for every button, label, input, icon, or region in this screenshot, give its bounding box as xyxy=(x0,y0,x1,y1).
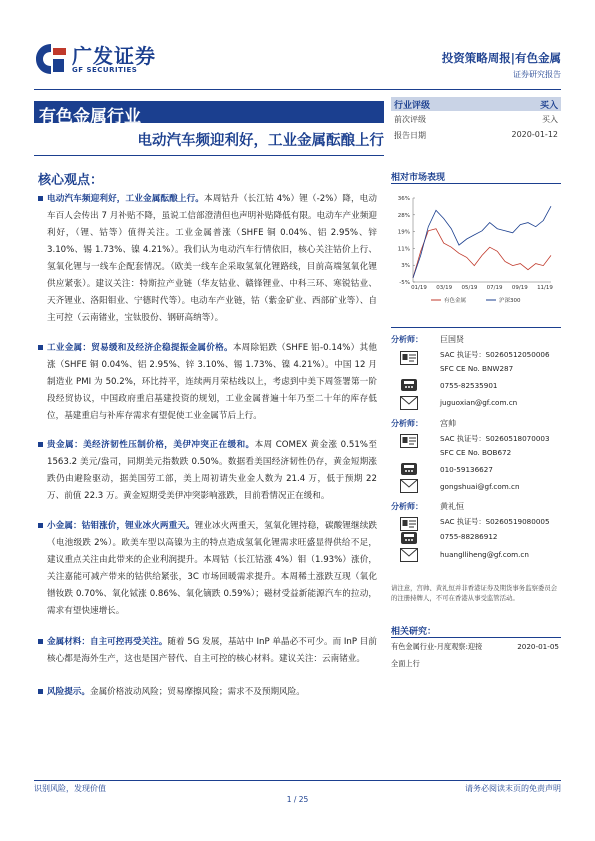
bullet-heading: 工业金属：贸易缓和及经济企稳提振金属价格。 xyxy=(47,343,233,353)
logo-text-cn: 广发证券 xyxy=(72,44,156,68)
analyst-2-email: gongshuai@gf.com.cn xyxy=(440,482,520,491)
analyst-disclaimer: 请注意，宫帅、黄礼恒并非香港证券及期货事务监察委员会的注册持牌人，不可在香港从事受监管活动。 xyxy=(391,584,558,602)
bullet-heading: 小金属：钴钼涨价，锂业冰火两重天。 xyxy=(47,521,195,531)
analyst-1-id-card-icon xyxy=(400,350,418,369)
bullet-heading: 风险提示。 xyxy=(47,687,90,697)
bullet-marker xyxy=(38,442,43,447)
bullet-text: 随着 5G 发展，基站中 InP 单晶必不可少。而 InP 目前核心都是海外生产，这也是国产替代、自主可控的核心材料。建议关注：云南锗业。 xyxy=(47,637,377,664)
bullet-minor-metals xyxy=(47,518,377,620)
analyst-2-sfc: SFC CE No. BOB672 xyxy=(440,448,512,457)
analyst-1-sfc: SFC CE No. BNW287 xyxy=(440,364,514,373)
bullet-text: 本周钴升（长江钴 4%）锂（-2%）降，电动车百人会传出 7 月补贴不降，虽说工信部澄清但也声明补贴降低有限。电动车产业频迎利好，（锂、钴等）值得关注。工业金属普涨（SHFE 铜 0.04%、铝 2.95%、锌 3.10%、锡 1.73%、镍 4.21%）。我们认为电动汽车行情依旧，核心关注钴价上行、氢氧化锂与一线车企配套情况。（欧美一线车企采取氢氧化锂路线，目前高端氢氧化锂供应紧张）。建议关注：特斯拉产业链（华友钴业、赣锋锂业、中科三环、寒锐钴业、天齐锂业、洛阳钼业、宁德时代等）。电动车产业链，钴（紫金矿业、西部矿业等）、自主可控（云南锗业，宝钛股份、钢研高纳等）。 xyxy=(47,194,377,323)
bullet-heading: 贵金属：美经济韧性压制价格，美伊冲突正在缓和。 xyxy=(47,440,255,450)
rating-header xyxy=(391,97,561,111)
x-tick-label: 05/19 xyxy=(461,285,478,291)
analysts-divider xyxy=(391,327,561,328)
x-tick-label: 03/19 xyxy=(436,285,453,291)
bullet-marker xyxy=(38,639,43,644)
analyst-2-label: 分析师： xyxy=(391,419,423,428)
footer-disclaimer-notice: 请务必阅读末页的免责声明 xyxy=(465,784,561,793)
legend-label: 有色金属 xyxy=(444,298,467,304)
analyst-2-phone: 010-59136627 xyxy=(440,465,493,474)
rating-label: 行业评级 xyxy=(394,101,431,111)
rating-box xyxy=(391,97,561,143)
key-points-title: 核心观点： xyxy=(38,173,104,188)
report-date-value: 2020-01-12 xyxy=(511,130,558,139)
x-tick-label: 07/19 xyxy=(486,285,503,291)
analyst-2-id-card-icon xyxy=(400,433,418,452)
bullet-risk xyxy=(47,684,377,701)
page-number: 1 / 25 xyxy=(286,795,309,804)
performance-chart xyxy=(391,190,561,319)
performance-divider xyxy=(391,183,561,184)
industry-title: 有色金属行业 xyxy=(39,107,141,127)
series-line-1 xyxy=(413,206,551,278)
analyst-3-sac: SAC 执证号：S0260519080005 xyxy=(440,517,550,526)
bullet-marker xyxy=(38,523,43,528)
footer-slogan: 识别风险，发现价值 xyxy=(34,784,106,793)
previous-rating-row xyxy=(391,111,561,127)
report-headline: 电动汽车频迎利好，工业金属酝酿上行 xyxy=(137,133,384,149)
bullet-heading: 金属材料：自主可控再受关注。 xyxy=(47,637,168,647)
analyst-1-name: 巨国贤 xyxy=(440,335,464,344)
bullet-marker xyxy=(38,689,43,694)
analyst-2-sac: SAC 执证号：S0260518070003 xyxy=(440,434,550,443)
x-tick-label: 11/19 xyxy=(537,285,553,291)
logo-mark-icon xyxy=(34,42,68,76)
performance-chart-svg xyxy=(391,190,561,315)
series-line-0 xyxy=(413,229,551,278)
analyst-3-email-icon xyxy=(400,547,418,566)
related-research-title: 相关研究： xyxy=(391,627,437,637)
bullet-text: 金属价格波动风险；贸易摩擦风险；需求不及预期风险。 xyxy=(89,687,305,697)
bullet-industrial-metals xyxy=(47,340,377,425)
performance-title: 相对市场表现 xyxy=(391,173,446,183)
report-department: 证券研究报告 xyxy=(513,70,561,79)
related-divider xyxy=(391,637,561,638)
analyst-3-email: huanglliheng@gf.com.cn xyxy=(440,550,529,559)
bullet-text: 本周 COMEX 黄金涨 0.51%至 1563.2 美元/盎司，同期美元指数跌 0.50%。数据看美国经济韧性仍存，黄金短期涨跌仍由避险驱动，据美国劳工部，美上周初请失业金人数为 21.4 万，低于预期 22 万、前值 22.3 万。黄金短期受美伊冲突影响涨跌，目前看情况正在缓和。 xyxy=(47,440,377,501)
x-tick-label: 09/19 xyxy=(511,285,528,291)
analyst-1-label: 分析师： xyxy=(391,335,423,344)
report-date-row xyxy=(391,127,561,143)
company-logo xyxy=(34,40,159,80)
analyst-1-phone: 0755-82535901 xyxy=(440,381,498,390)
y-tick-label: 3% xyxy=(401,263,410,270)
related-research-item[interactable] xyxy=(391,642,561,652)
analyst-3-label: 分析师： xyxy=(391,502,423,511)
bullet-ev-positive xyxy=(47,191,377,327)
report-date-label: 报告日期 xyxy=(394,131,426,140)
bullet-marker xyxy=(38,345,43,350)
y-tick-label: 19% xyxy=(397,229,410,236)
industry-banner xyxy=(34,101,384,127)
title-divider xyxy=(34,155,384,156)
analyst-3-name: 黄礼恒 xyxy=(440,502,464,511)
bullet-precious-metals xyxy=(47,437,377,505)
analyst-1-sac: SAC 执证号：S0260512050006 xyxy=(440,350,550,359)
related-research-item-date: 2020-01-05 xyxy=(517,642,559,651)
report-type: 投资策略周报|有色金属 xyxy=(441,51,561,65)
footer-divider xyxy=(34,780,561,781)
rating-value: 买入 xyxy=(539,101,558,111)
y-tick-label: 36% xyxy=(397,196,410,202)
analyst-1-phone-icon xyxy=(400,377,418,396)
y-tick-label: 11% xyxy=(397,246,410,253)
legend-label: 沪深300 xyxy=(499,298,521,304)
analyst-3-phone: 0755-88286912 xyxy=(440,532,498,541)
bullet-marker xyxy=(38,196,43,201)
header-divider xyxy=(34,89,561,90)
header-right xyxy=(442,50,561,80)
logo-text-en: GF SECURITIES xyxy=(72,66,138,74)
analyst-2-name: 宫帅 xyxy=(440,419,456,428)
analyst-1-email-icon xyxy=(400,395,418,414)
y-tick-label: 28% xyxy=(397,212,410,219)
bullet-metal-materials xyxy=(47,634,377,668)
previous-rating-label: 前次评级 xyxy=(394,115,426,124)
analyst-1-email: juguoxian@gf.com.cn xyxy=(440,398,518,407)
previous-rating-value: 买入 xyxy=(542,115,558,124)
analyst-2-email-icon xyxy=(400,478,418,497)
bullet-text: 本周除铝跌（SHFE 铝-0.14%）其他涨（SHFE 铜 0.04%、铝 2.95%、锌 3.10%、锡 1.73%、镍 4.21%）。中国 12 月制造业 PMI 为 50.2%，环比持平，连续两月荣枯线以上，考虑到中美下周签署第一阶段经贸协议，中国政府重启基建投资的规划，工业金属普遍十年乃至二十年的库存低位，基建重启与补库存需求有望促使工业金属节后上行。 xyxy=(47,343,377,421)
related-research-item-title[interactable]: 有色金属行业-月度观察:迎接 xyxy=(391,642,483,651)
bullet-text: 锂业冰火两重天，氢氧化锂持稳，碳酸锂继续跌（电池级跌 2%）。欧美车型以高镍为主的特点造成氢氧化锂需求旺盛显得供给不足，建议重点关注由此带来的企业利润提升。本周钴（长江钴涨 4%）钼（1.93%）涨价，关注嘉能可减产带来的钴供给紧张，3C 市场回暖需求提升。本周稀土涨跌互现（氧化镨钕跌 0.70%、氧化铽涨 0.86%、氧化镝跌 0.59%）；磁材受益新能源汽车的拉动，需求有望快速增长。 xyxy=(47,521,377,616)
x-tick-label: 01/19 xyxy=(411,285,427,291)
related-research-item-cont[interactable]: 全面上行 xyxy=(391,659,420,668)
bullet-heading: 电动汽车频迎利好，工业金属酝酿上行。 xyxy=(47,194,205,204)
y-tick-label: -5% xyxy=(399,280,410,286)
